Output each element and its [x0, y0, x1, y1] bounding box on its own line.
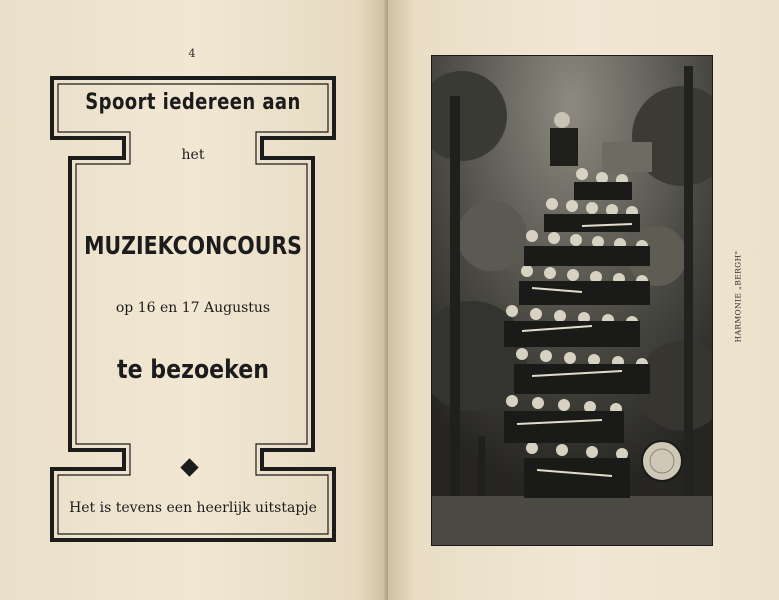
left-page — [0, 0, 388, 600]
call-to-action: te bezoeken — [117, 355, 269, 385]
photo-illustration — [432, 56, 712, 545]
connector-word: het — [181, 147, 205, 163]
band-photograph — [431, 55, 713, 546]
page-number: 4 — [188, 47, 196, 60]
tagline: Het is tevens een heerlijk uitstapje — [69, 500, 317, 516]
photo-caption-text: HARMONIE „BERGH" — [733, 250, 743, 343]
headline: Spoort iedereen aan — [85, 90, 301, 115]
event-name: MUZIEKCONCOURS — [84, 231, 302, 260]
event-dates: op 16 en 17 Augustus — [115, 300, 271, 316]
